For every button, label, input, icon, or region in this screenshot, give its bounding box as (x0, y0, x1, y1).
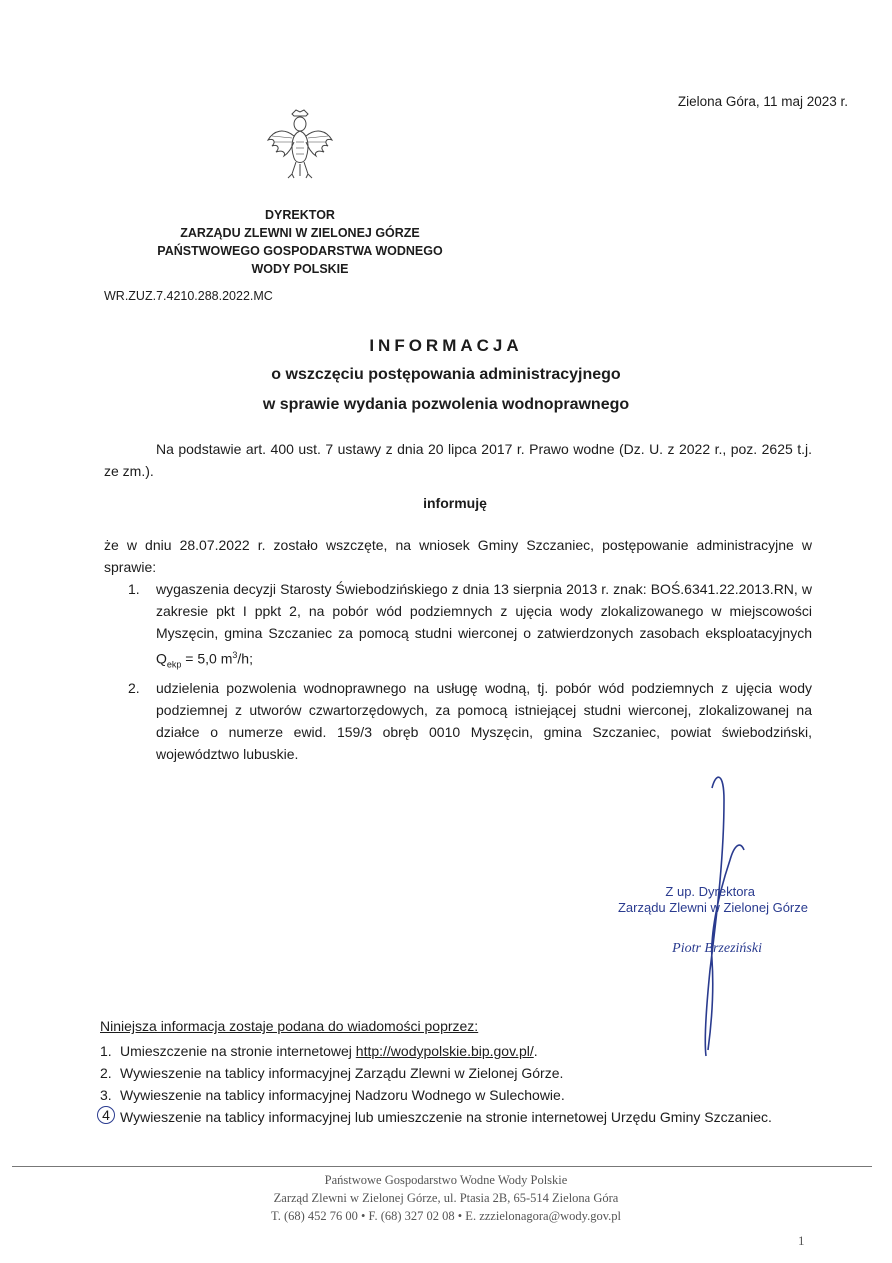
footer-divider (12, 1166, 872, 1167)
signatory-name: Piotr Brzeziński (672, 941, 762, 956)
list-item (100, 1062, 812, 1084)
list-item-number: 1. (100, 1043, 112, 1059)
handwritten-signature (690, 770, 750, 1060)
bip-website-link[interactable]: http://wodypolskie.bip.gov.pl/ (355, 1043, 534, 1059)
footer-line-3: T. (68) 452 76 00 • F. (68) 327 02 08 • E. zzzielonagora@wody.gov.pl (271, 1209, 621, 1223)
authority-line: ZARZĄDU ZLEWNI W ZIELONEJ GÓRZE (180, 226, 420, 240)
list-item-superscript: 3 (232, 650, 238, 660)
authority-line: DYREKTOR (265, 208, 335, 222)
list-item-text: . (533, 1043, 538, 1059)
authority-line: WODY POLSKIE (251, 262, 349, 276)
list-item (100, 1040, 812, 1062)
page-number: 1 (798, 1233, 805, 1248)
list-item-text: udzielenia pozwolenia wodnoprawnego na usługę wodną, tj. pobór wód podziemnych z ujęcia wody podziemnej z utworów czwartorzędowych, za pomocą istniejącej studni wierconej, zlokalizowanej na działce o numerze ewid. 159/3 obręb 0010 Myszęcin, gmina Szczaniec, powiat świebodziński, województwo lubuskie. (156, 680, 812, 763)
footer-line-1: Państwowe Gospodarstwo Wodne Wody Polskie (324, 1173, 568, 1187)
document-subtitle-line-2: w sprawie wydania pozwolenia wodnoprawnego (262, 396, 630, 413)
signature-line-2: Zarządu Zlewni w Zielonej Górze (617, 900, 808, 915)
list-item-number: 1. (128, 581, 140, 597)
intro-paragraph: że w dniu 28.07.2022 r. zostało wszczęte, na wniosek Gminy Szczaniec, postępowanie administracyjne w sprawie: (104, 537, 812, 575)
list-item-subscript: ekp (166, 659, 182, 670)
list-item-text: wygaszenia decyzji Starosty Świebodzińskiego z dnia 13 sierpnia 2013 r. znak: BOŚ.6341.22.2013.RN, w zakresie pkt I ppkt 2, na pobór wód podziemnych z ujęcia wody zlokalizowanego w miejscowości Myszęcin, gmina Szczaniec za pomocą studni wierconej o zatwierdzonych zasobach eksploatacyjnych Q (156, 581, 812, 667)
footer-line-2: Zarząd Zlewni w Zielonej Górze, ul. Ptasia 2B, 65-514 Zielona Góra (273, 1191, 619, 1205)
polish-eagle-emblem-icon (262, 106, 338, 182)
document-subtitle-line-1: o wszczęciu postępowania administracyjnego (271, 366, 621, 383)
list-item-number: 2. (100, 1065, 112, 1081)
list-item-text: Wywieszenie na tablicy informacyjnej Zarządu Zlewni w Zielonej Górze. (120, 1065, 564, 1081)
authority-line: PAŃSTWOWEGO GOSPODARSTWA WODNEGO (157, 244, 443, 258)
informuje-heading: informuję (423, 495, 487, 511)
document-date: Zielona Góra, 11 maj 2023 r. (677, 94, 848, 109)
list-item-text: Wywieszenie na tablicy informacyjnej lub umieszczenie na stronie internetowej Urzędu Gminy Szczaniec. (120, 1109, 772, 1125)
list-item (104, 677, 812, 765)
list-item-number-circled: 4 (97, 1106, 115, 1124)
list-item-text: Umieszczenie na stronie internetowej (120, 1043, 356, 1059)
notice-list (100, 1040, 812, 1128)
legal-basis-paragraph (104, 438, 812, 482)
list-item-text: Wywieszenie na tablicy informacyjnej Nadzoru Wodnego w Sulechowie. (120, 1087, 565, 1103)
list-item-number: 2. (128, 680, 140, 697)
signature-line-1: Z up. Dyrektora (665, 884, 755, 899)
legal-basis-text: Na podstawie art. 400 ust. 7 ustawy z dnia 20 lipca 2017 r. Prawo wodne (Dz. U. z 2022 r., poz. 2625 t.j. ze zm.). (104, 441, 812, 479)
list-item-text: /h; (237, 650, 253, 667)
notice-heading: Niniejsza informacja zostaje podana do wiadomości poprzez: (100, 1018, 479, 1034)
list-item (104, 578, 812, 675)
case-reference-number: WR.ZUZ.7.4210.288.2022.MC (104, 289, 273, 303)
list-item-text: = 5,0 m (181, 650, 233, 667)
proceedings-list (104, 578, 812, 765)
list-item (100, 1084, 812, 1106)
issuing-authority (150, 206, 450, 278)
list-item-number: 3. (100, 1087, 112, 1103)
list-item (100, 1106, 812, 1128)
document-title: INFORMACJA (369, 336, 523, 355)
